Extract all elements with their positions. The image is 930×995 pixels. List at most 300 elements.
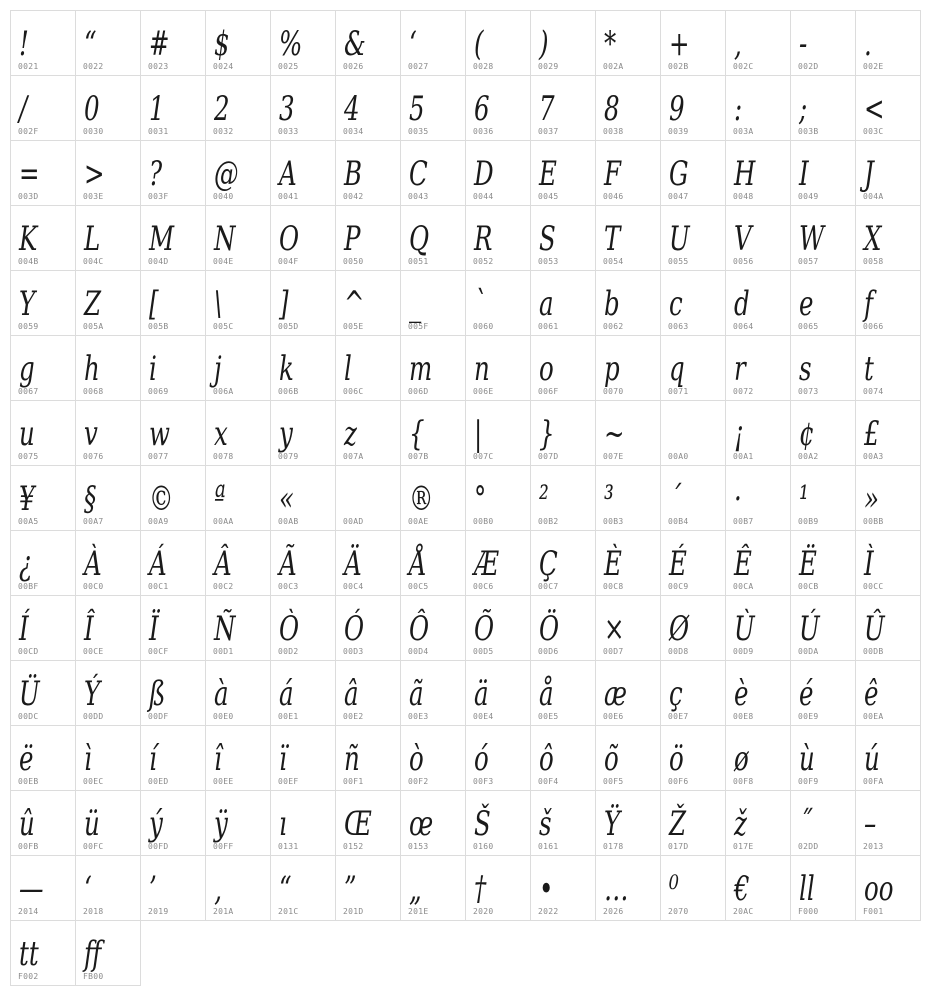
glyph-sample: Í [19,609,29,649]
glyph-cell [335,855,401,921]
glyph-cell [10,530,76,596]
glyph-sample: Ï [149,609,159,649]
glyph-sample: ë [19,739,34,779]
glyph-cell [10,920,76,986]
glyph-sample: K [19,219,38,259]
glyph-codepoint: F001 [863,907,884,916]
glyph-sample: ” [344,869,357,909]
glyph-codepoint: 00EE [213,777,234,786]
glyph-codepoint: 00ED [148,777,169,786]
glyph-codepoint: 0070 [603,387,624,396]
glyph-codepoint: 0153 [408,842,429,851]
glyph-cell [465,10,531,76]
glyph-sample: q [669,349,685,389]
glyph-codepoint: 0039 [668,127,689,136]
glyph-sample: t [864,349,874,389]
glyph-sample: € [734,869,750,909]
glyph-codepoint: 003B [798,127,819,136]
glyph-sample: ( [474,24,484,64]
glyph-codepoint: 00F4 [538,777,559,786]
glyph-codepoint: 201D [343,907,364,916]
glyph-sample: y [279,414,293,454]
glyph-codepoint: 0047 [668,192,689,201]
glyph-sample: g [19,349,35,389]
glyph-sample: ª [214,479,226,519]
glyph-sample: ) [539,24,549,64]
glyph-sample: „ [409,869,422,909]
glyph-sample: D [474,154,494,194]
glyph-codepoint: 0059 [18,322,39,331]
glyph-codepoint: 00B9 [798,517,819,526]
glyph-sample: c [669,284,683,324]
glyph-sample: « [279,479,294,519]
glyph-cell [530,400,596,466]
glyph-cell [270,400,336,466]
glyph-cell [530,270,596,336]
glyph-sample: 5 [409,89,425,129]
glyph-sample: ÿ [214,804,228,844]
glyph-sample: Ä [344,544,362,584]
glyph-cell [530,790,596,856]
glyph-codepoint: 2014 [18,907,39,916]
glyph-cell [270,465,336,531]
glyph-cell [465,400,531,466]
glyph-codepoint: 0066 [863,322,884,331]
glyph-sample: & [344,24,366,64]
glyph-sample: Æ [474,544,499,584]
glyph-codepoint: 00F2 [408,777,429,786]
glyph-cell [10,400,76,466]
glyph-cell [660,10,726,76]
glyph-sample: ff [84,934,102,974]
glyph-cell [205,530,271,596]
glyph-cell [75,270,141,336]
glyph-sample: ] [279,284,289,324]
glyph-codepoint: 007B [408,452,429,461]
glyph-sample: © [149,479,174,519]
glyph-codepoint: 0048 [733,192,754,201]
glyph-sample: # [149,24,170,64]
glyph-sample: \ [214,284,223,324]
glyph-sample: ; [799,89,808,129]
glyph-cell [400,10,466,76]
glyph-cell [530,465,596,531]
glyph-codepoint: 005D [278,322,299,331]
glyph-sample: ‘ [409,24,417,64]
glyph-codepoint: 00AE [408,517,429,526]
glyph-cell [335,530,401,596]
glyph-codepoint: 0037 [538,127,559,136]
glyph-cell [75,335,141,401]
glyph-codepoint: 0075 [18,452,39,461]
glyph-cell [140,790,206,856]
glyph-sample: £ [864,414,880,454]
glyph-sample: “ [279,869,292,909]
glyph-codepoint: 00D9 [733,647,754,656]
glyph-cell [140,270,206,336]
glyph-cell [140,10,206,76]
glyph-cell [75,75,141,141]
glyph-cell [335,725,401,791]
glyph-codepoint: 201C [278,907,299,916]
glyph-cell [335,595,401,661]
glyph-sample: [ [149,284,159,324]
glyph-cell [140,595,206,661]
glyph-cell [465,530,531,596]
glyph-sample: è [734,674,749,714]
glyph-sample: Î [84,609,94,649]
glyph-codepoint: 0026 [343,62,364,71]
glyph-sample: ⁰ [669,869,679,909]
glyph-sample: Ù [734,609,755,649]
glyph-sample: ô [539,739,554,779]
glyph-cell [855,335,921,401]
glyph-codepoint: 00E4 [473,712,494,721]
glyph-codepoint: 00EC [83,777,104,786]
glyph-codepoint: 005A [83,322,104,331]
glyph-codepoint: 004D [148,257,169,266]
glyph-cell [205,205,271,271]
glyph-sample: Ý [84,674,101,714]
glyph-cell [205,660,271,726]
glyph-cell [725,465,791,531]
glyph-cell [790,270,856,336]
glyph-cell [725,335,791,401]
glyph-codepoint: 0046 [603,192,624,201]
glyph-codepoint: 2026 [603,907,624,916]
glyph-sample: 3 [279,89,295,129]
glyph-cell [790,595,856,661]
glyph-cell [855,530,921,596]
glyph-codepoint: 00EF [278,777,299,786]
glyph-sample: Ñ [214,609,236,649]
glyph-codepoint: 0178 [603,842,624,851]
glyph-cell [10,10,76,76]
glyph-sample: l [344,349,352,389]
glyph-sample: Ê [734,544,752,584]
glyph-cell [270,10,336,76]
glyph-codepoint: 2022 [538,907,559,916]
glyph-codepoint: 00CC [863,582,884,591]
glyph-sample: > [84,154,105,194]
glyph-sample: ¹ [799,479,809,519]
glyph-sample: i [149,349,157,389]
glyph-codepoint: 002B [668,62,689,71]
glyph-cell [790,530,856,596]
glyph-cell [465,790,531,856]
glyph-cell [855,725,921,791]
glyph-cell [790,855,856,921]
glyph-cell [530,205,596,271]
glyph-cell [855,790,921,856]
glyph-sample: œ [409,804,434,844]
glyph-codepoint: 2019 [148,907,169,916]
glyph-cell [400,855,466,921]
glyph-codepoint: 00D8 [668,647,689,656]
glyph-sample: % [279,24,303,64]
glyph-cell [335,270,401,336]
glyph-cell [205,140,271,206]
glyph-codepoint: 0073 [798,387,819,396]
glyph-sample: · [734,479,742,519]
glyph-sample: v [84,414,98,454]
glyph-cell [75,595,141,661]
glyph-sample: T [604,219,621,259]
glyph-sample: $ [214,24,230,64]
glyph-sample: x [214,414,228,454]
glyph-cell [75,790,141,856]
glyph-sample: - [799,24,808,64]
glyph-cell [270,530,336,596]
glyph-sample: ² [539,479,549,519]
glyph-sample: ï [279,739,287,779]
glyph-cell [75,660,141,726]
glyph-codepoint: 003C [863,127,884,136]
glyph-codepoint: 0031 [148,127,169,136]
glyph-codepoint: 00AB [278,517,299,526]
glyph-codepoint: 0058 [863,257,884,266]
glyph-cell [140,400,206,466]
glyph-cell [205,595,271,661]
glyph-cell [270,270,336,336]
glyph-sample: ’ [149,869,157,909]
glyph-sample: h [84,349,100,389]
glyph-codepoint: 006C [343,387,364,396]
glyph-codepoint: 00E1 [278,712,299,721]
glyph-codepoint: F002 [18,972,39,981]
glyph-codepoint: 00F9 [798,777,819,786]
glyph-codepoint: 0042 [343,192,364,201]
glyph-cell [335,140,401,206]
glyph-cell [660,530,726,596]
glyph-sample: î [214,739,222,779]
glyph-cell [530,10,596,76]
glyph-sample: oo [864,869,894,909]
glyph-codepoint: 00D6 [538,647,559,656]
glyph-cell [10,465,76,531]
glyph-sample: ¥ [19,479,35,519]
glyph-cell [75,530,141,596]
glyph-sample: X [864,219,882,259]
glyph-codepoint: 00EB [18,777,39,786]
glyph-cell [595,75,661,141]
glyph-cell [10,725,76,791]
glyph-codepoint: 2020 [473,907,494,916]
glyph-codepoint: 00DD [83,712,104,721]
glyph-cell [400,75,466,141]
glyph-codepoint: 00AD [343,517,364,526]
glyph-codepoint: 0076 [83,452,104,461]
glyph-codepoint: 0161 [538,842,559,851]
glyph-cell [855,400,921,466]
glyph-cell [660,140,726,206]
glyph-sample: ¿ [19,544,33,584]
glyph-codepoint: 00C2 [213,582,234,591]
glyph-codepoint: 00FB [18,842,39,851]
glyph-codepoint: 00C8 [603,582,624,591]
glyph-cell [790,725,856,791]
glyph-codepoint: 00D4 [408,647,429,656]
glyph-cell [660,725,726,791]
glyph-sample: ‚ [214,869,222,909]
glyph-codepoint: 00C4 [343,582,364,591]
glyph-cell [595,660,661,726]
glyph-cell [790,335,856,401]
glyph-sample: ç [669,674,683,714]
glyph-codepoint: 00CE [83,647,104,656]
glyph-codepoint: 00CF [148,647,169,656]
glyph-cell [595,595,661,661]
glyph-codepoint: 00E3 [408,712,429,721]
glyph-sample: R [474,219,493,259]
glyph-codepoint: 0071 [668,387,689,396]
glyph-cell [75,725,141,791]
glyph-codepoint: 0074 [863,387,884,396]
glyph-codepoint: 0160 [473,842,494,851]
glyph-cell [270,790,336,856]
glyph-cell [530,855,596,921]
glyph-cell [855,660,921,726]
glyph-cell [725,530,791,596]
glyph-sample: † [474,869,487,909]
glyph-cell [595,725,661,791]
glyph-codepoint: 00BF [18,582,39,591]
glyph-codepoint: 002D [798,62,819,71]
glyph-sample: ñ [344,739,360,779]
glyph-sample: S [539,219,556,259]
glyph-sample: 7 [539,89,555,129]
glyph-codepoint: 00E6 [603,712,624,721]
glyph-cell [660,465,726,531]
glyph-sample: » [864,479,879,519]
glyph-cell [595,140,661,206]
glyph-sample: @ [214,154,239,194]
glyph-sample: I [799,154,809,194]
glyph-codepoint: 00C1 [148,582,169,591]
glyph-codepoint: 00F3 [473,777,494,786]
glyph-codepoint: 0043 [408,192,429,201]
glyph-cell [75,205,141,271]
glyph-sample: a [539,284,554,324]
glyph-sample: – [864,804,877,844]
glyph-cell [725,400,791,466]
glyph-codepoint: 006A [213,387,234,396]
glyph-sample: H [734,154,756,194]
glyph-cell [790,10,856,76]
glyph-codepoint: 0052 [473,257,494,266]
glyph-cell [725,855,791,921]
glyph-sample: à [214,674,229,714]
glyph-cell [595,270,661,336]
glyph-codepoint: 00E8 [733,712,754,721]
glyph-codepoint: 006B [278,387,299,396]
glyph-cell [140,660,206,726]
glyph-codepoint: 0041 [278,192,299,201]
glyph-sample: â [344,674,359,714]
glyph-cell [205,10,271,76]
glyph-sample: ì [84,739,92,779]
glyph-sample: Ã [279,544,297,584]
glyph-cell [725,205,791,271]
glyph-sample: È [604,544,622,584]
glyph-sample: ø [734,739,749,779]
glyph-cell [465,725,531,791]
glyph-codepoint: 00C0 [83,582,104,591]
glyph-cell [10,790,76,856]
glyph-sample: õ [604,739,619,779]
glyph-codepoint: 20AC [733,907,754,916]
glyph-codepoint: 0034 [343,127,364,136]
glyph-codepoint: 00C5 [408,582,429,591]
glyph-sample: ® [409,479,434,519]
glyph-codepoint: 00A2 [798,452,819,461]
glyph-codepoint: 00C6 [473,582,494,591]
glyph-codepoint: 0022 [83,62,104,71]
glyph-cell [660,660,726,726]
glyph-grid [10,10,920,985]
glyph-codepoint: 0078 [213,452,234,461]
glyph-codepoint: 2018 [83,907,104,916]
glyph-cell [140,75,206,141]
glyph-codepoint: 00A7 [83,517,104,526]
glyph-sample: Ÿ [604,804,621,844]
glyph-sample: } [539,414,555,454]
glyph-cell [530,660,596,726]
glyph-sample: Ô [409,609,430,649]
glyph-sample: G [669,154,689,194]
glyph-sample: Ž [669,804,687,844]
glyph-sample: ´ [669,479,682,519]
glyph-codepoint: 00A5 [18,517,39,526]
glyph-cell [595,465,661,531]
glyph-sample: ý [149,804,163,844]
glyph-codepoint: 00B3 [603,517,624,526]
glyph-cell [205,725,271,791]
glyph-sample: ü [84,804,100,844]
glyph-sample: , [734,24,742,64]
glyph-cell [205,790,271,856]
glyph-cell [465,465,531,531]
glyph-sample: ã [409,674,424,714]
glyph-codepoint: 00DB [863,647,884,656]
glyph-cell [465,75,531,141]
glyph-codepoint: 007D [538,452,559,461]
glyph-sample: k [279,349,294,389]
glyph-codepoint: 00F1 [343,777,364,786]
glyph-sample: É [669,544,687,584]
glyph-cell [660,270,726,336]
glyph-cell [790,660,856,726]
glyph-codepoint: 0077 [148,452,169,461]
glyph-cell [595,855,661,921]
glyph-cell [465,595,531,661]
glyph-sample: d [734,284,750,324]
glyph-codepoint: 0050 [343,257,364,266]
glyph-cell [465,660,531,726]
glyph-sample: U [669,219,690,259]
glyph-sample: • [539,869,554,909]
glyph-sample: ž [734,804,747,844]
glyph-cell [10,75,76,141]
glyph-cell [855,595,921,661]
glyph-sample: ~ [604,414,625,454]
glyph-sample: Û [864,609,885,649]
glyph-sample: Œ [344,804,372,844]
glyph-sample: O [279,219,300,259]
glyph-sample: Ì [864,544,874,584]
glyph-sample: ó [474,739,489,779]
glyph-codepoint: 003E [83,192,104,201]
